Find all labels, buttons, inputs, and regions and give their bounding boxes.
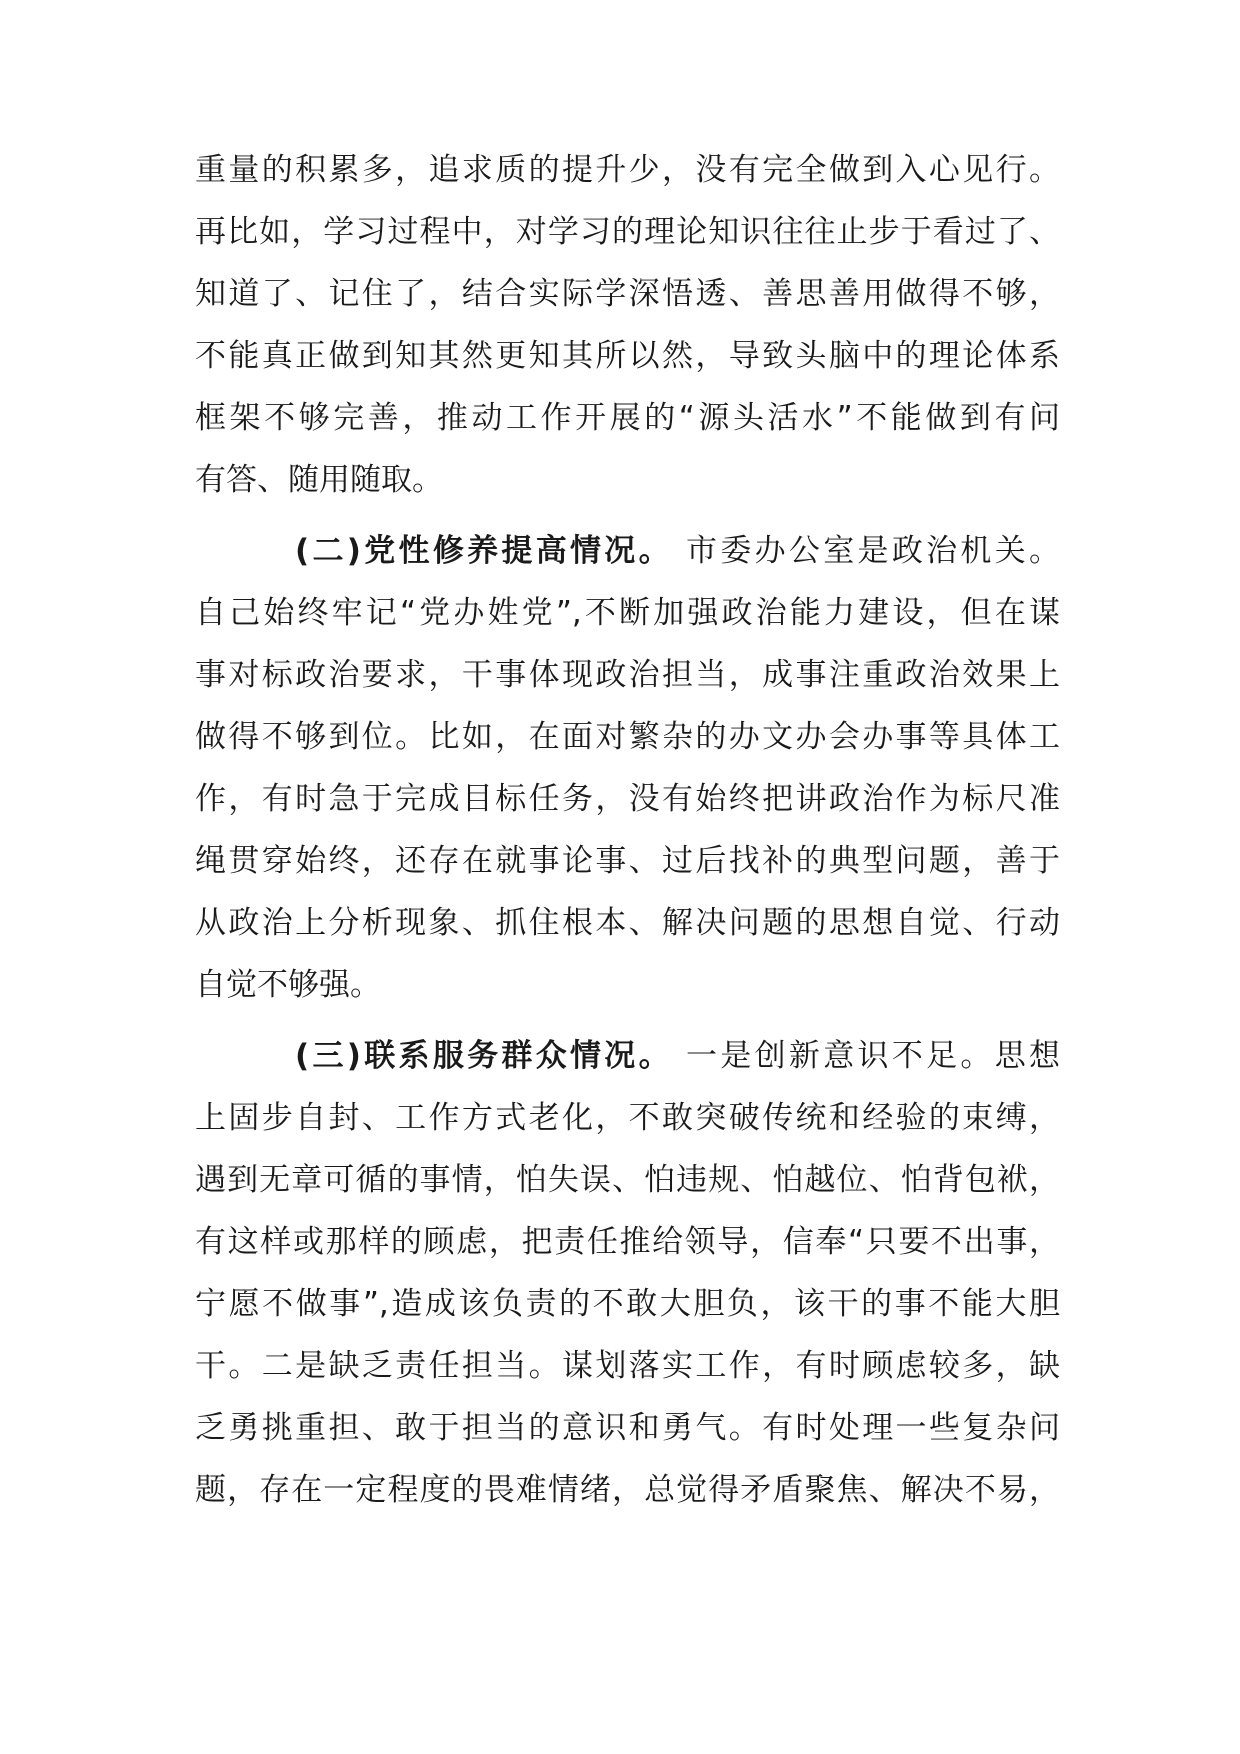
paragraph-1-line-5: 框架不够完善，推动工作开展的“源头活水”不能做到有问 [195, 400, 1060, 436]
section-2-line-8: 自觉不够强。 [195, 967, 381, 1003]
paragraph-1-line-4: 不能真正做到知其然更知其所以然，导致头脑中的理论体系 [195, 338, 1060, 374]
section-2-line-7: 从政治上分析现象、抓住根本、解决问题的思想自觉、行动 [195, 905, 1060, 941]
section-3-first-line [295, 1025, 1060, 1087]
section-2-line-3: 事对标政治要求，干事体现政治担当，成事注重政治效果上 [195, 657, 1060, 693]
section-3-first-line-text: 一是创新意识不足。思想 [686, 1038, 1061, 1074]
paragraph-1-line-2: 再比如，学习过程中，对学习的理论知识往往止步于看过了、 [195, 214, 1060, 250]
section-3-line-7: 乏勇挑重担、敢于担当的意识和勇气。有时处理一些复杂问 [195, 1410, 1060, 1446]
section-3-line-3: 遇到无章可循的事情，怕失误、怕违规、怕越位、怕背包袱， [195, 1162, 1060, 1198]
section-2-line-4: 做得不够到位。比如，在面对繁杂的办文办会办事等具体工 [195, 719, 1060, 755]
paragraph-1-line-3: 知道了、记住了，结合实际学深悟透、善思善用做得不够， [195, 276, 1060, 312]
section-3-heading: (三)联系服务群众情况。 [295, 1038, 673, 1074]
section-2-line-6: 绳贯穿始终，还存在就事论事、过后找补的典型问题，善于 [195, 843, 1060, 879]
section-3-line-5: 宁愿不做事”,造成该负责的不敢大胆负，该干的事不能大胆 [195, 1286, 1060, 1322]
section-2-line-2: 自己始终牢记“党办姓党”,不断加强政治能力建设，但在谋 [195, 595, 1060, 631]
section-3-line-8: 题，存在一定程度的畏难情绪，总觉得矛盾聚焦、解决不易， [195, 1472, 1060, 1508]
section-2-first-line-text: 市委办公室是政治机关。 [686, 533, 1061, 569]
section-3-line-2: 上固步自封、工作方式老化，不敢突破传统和经验的束缚， [195, 1100, 1060, 1136]
paragraph-1-line-6: 有答、随用随取。 [195, 462, 443, 498]
section-2-first-line [295, 520, 1060, 582]
section-3-line-4: 有这样或那样的顾虑，把责任推给领导，信奉“只要不出事， [195, 1224, 1060, 1260]
paragraph-1-line-1: 重量的积累多，追求质的提升少，没有完全做到入心见行。 [195, 152, 1060, 188]
section-2-heading: (二)党性修养提高情况。 [295, 533, 673, 569]
section-3-line-6: 干。二是缺乏责任担当。谋划落实工作，有时顾虑较多，缺 [195, 1348, 1060, 1384]
section-2-line-5: 作，有时急于完成目标任务，没有始终把讲政治作为标尺准 [195, 781, 1060, 817]
